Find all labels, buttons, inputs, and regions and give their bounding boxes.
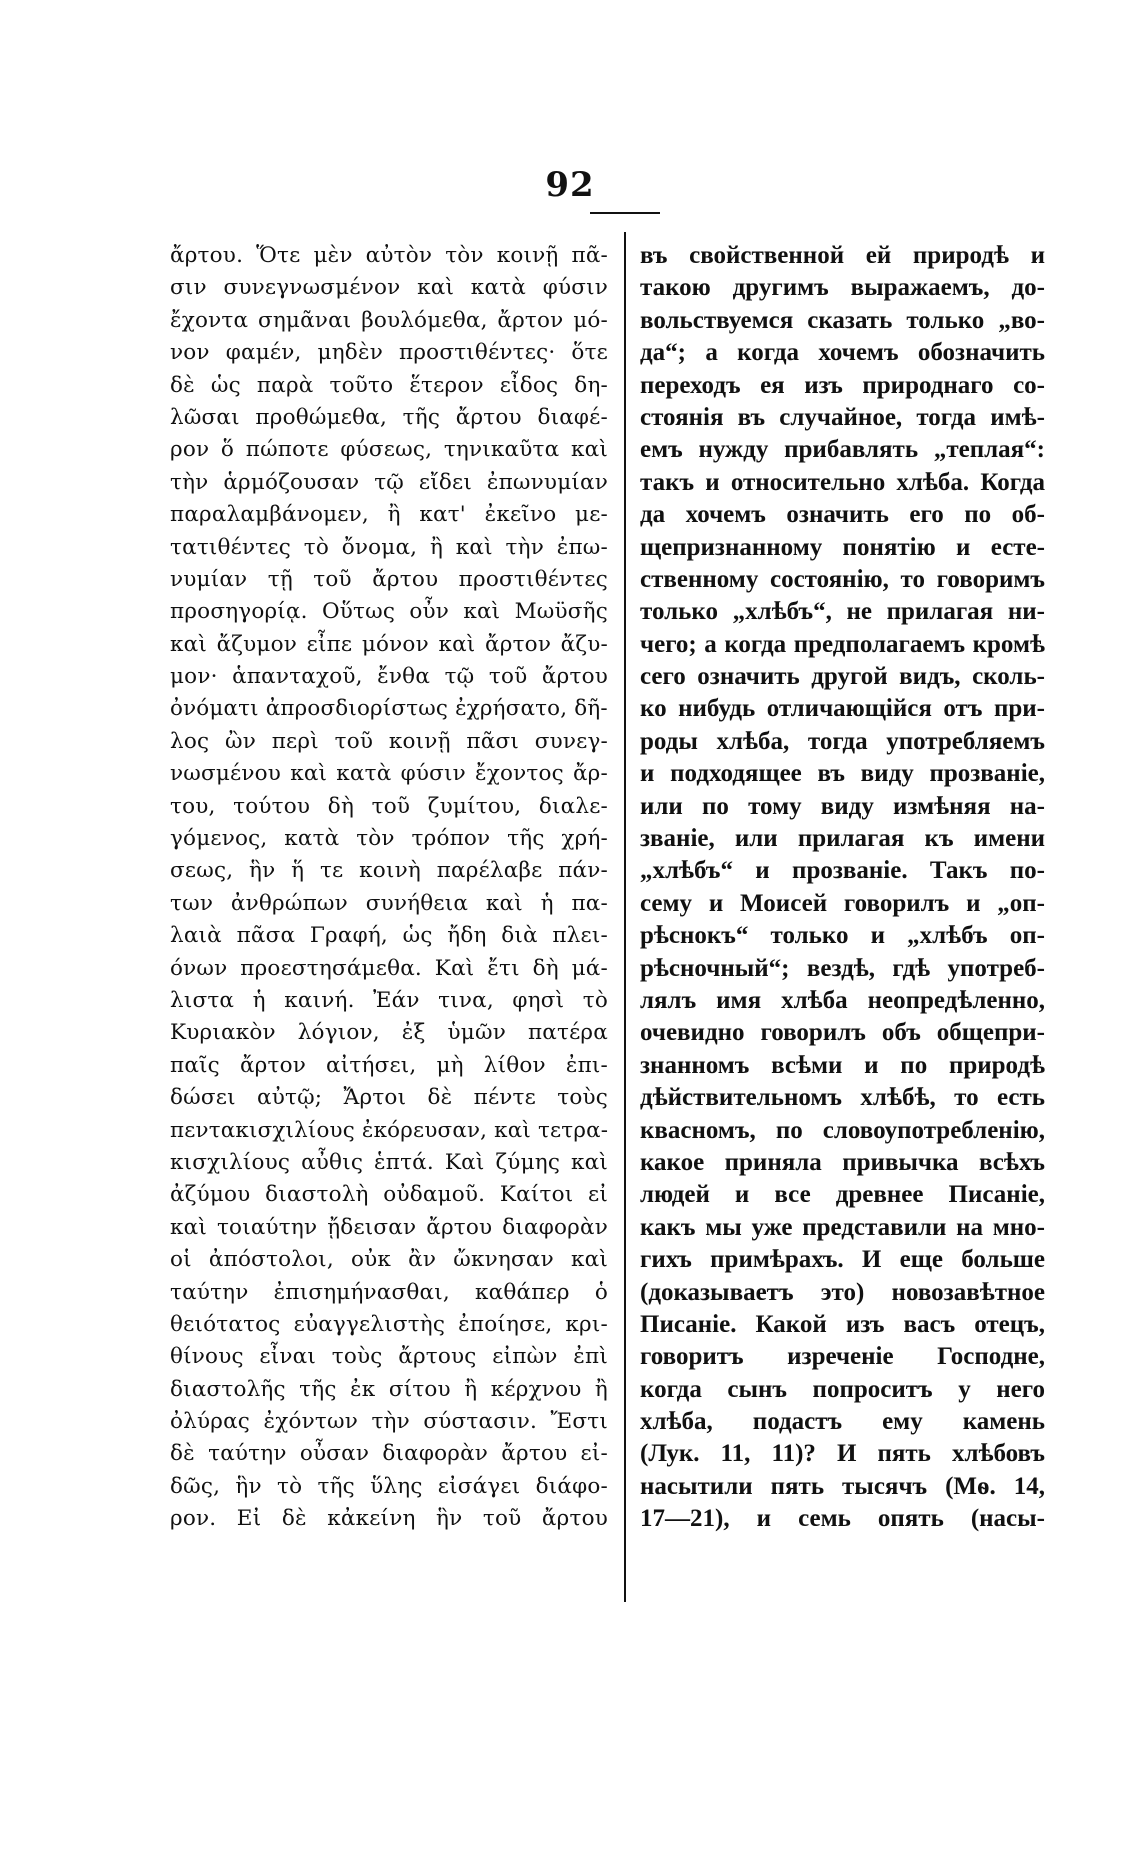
greek-text-line: προσηγορίᾳ. Οὕτως οὖν καὶ Μωϋσῆς bbox=[170, 599, 608, 625]
russian-text-line: да хочемъ означить его по об- bbox=[640, 501, 1045, 529]
russian-text-line: рѣснокъ“ только и „хлѣбъ оп- bbox=[640, 922, 1045, 950]
greek-text-line: σεως, ἣν ἥ τε κοινὴ παρέλαβε πάν- bbox=[170, 858, 608, 884]
greek-text-line: παραλαμβάνομεν, ἢ κατ' ἐκεῖνο με- bbox=[170, 502, 608, 528]
greek-text-line: θειότατος εὐαγγελιστὴς ἐποίησε, κρι- bbox=[170, 1311, 608, 1337]
russian-text-line: такою другимъ выражаемъ, до- bbox=[640, 274, 1045, 302]
russian-text-line: вольствуемся сказать только „во- bbox=[640, 306, 1045, 334]
russian-text-line: только „хлѣбъ“, не прилагая ни- bbox=[640, 598, 1045, 626]
russian-text-line: и подходящее въ виду прозваніе, bbox=[640, 760, 1045, 788]
greek-text-line: σιν συνεγνωσμένον καὶ κατὰ φύσιν bbox=[170, 275, 608, 301]
russian-text-line: сему и Моисей говорилъ и „оп- bbox=[640, 889, 1045, 917]
greek-text-line: καὶ ἄζυμον εἶπε μόνον καὶ ἄρτον ἄζυ- bbox=[170, 631, 608, 657]
russian-text-line: лялъ имя хлѣба неопредѣленно, bbox=[640, 986, 1045, 1014]
russian-text-line: переходъ ея изъ природнаго со- bbox=[640, 371, 1045, 399]
greek-text-line: όνων προεστησάμεθα. Καὶ ἔτι δὴ μά- bbox=[170, 955, 608, 981]
greek-text-line: δὲ ὡς παρὰ τοῦτο ἕτερον εἶδος δη- bbox=[170, 372, 608, 398]
russian-text-line: (доказываетъ это) новозавѣтное bbox=[640, 1278, 1045, 1306]
greek-text-line: παῖς ἄρτον αἰτήσει, μὴ λίθον ἐπι- bbox=[170, 1052, 608, 1078]
russian-text-line: какое приняла привычка всѣхъ bbox=[640, 1148, 1045, 1176]
russian-text-line: или по тому виду измѣняя на- bbox=[640, 792, 1045, 820]
greek-text-line: ρον. Εἰ δὲ κἀκείνη ἣν τοῦ ἄρτου bbox=[170, 1506, 608, 1532]
russian-text-line: рѣсночный“; вездѣ, гдѣ употреб- bbox=[640, 954, 1045, 982]
greek-text-line: ἔχοντα σημᾶναι βουλόμεθα, ἄρτον μό- bbox=[170, 307, 608, 333]
russian-text-line: званіе, или прилагая къ имени bbox=[640, 825, 1045, 853]
russian-text-line: сего означить другой видъ, сколь- bbox=[640, 663, 1045, 691]
russian-text-line: хлѣба, подастъ ему камень bbox=[640, 1408, 1045, 1436]
greek-text-line: ὀλύρας ἐχόντων τὴν σύστασιν. Ἔστι bbox=[170, 1409, 608, 1435]
russian-text-line: такъ и относительно хлѣба. Когда bbox=[640, 468, 1045, 496]
russian-text-line: Писаніе. Какой изъ васъ отецъ, bbox=[640, 1310, 1045, 1338]
russian-text-line: „хлѣбъ“ и прозваніе. Такъ по- bbox=[640, 857, 1045, 885]
greek-text-line: οἱ ἀπόστολοι, οὐκ ἂν ὤκνησαν καὶ bbox=[170, 1247, 608, 1273]
greek-text-line: θίνους εἶναι τοὺς ἄρτους εἰπὼν ἐπὶ bbox=[170, 1344, 608, 1370]
russian-text-line: людей и все древнее Писаніе, bbox=[640, 1181, 1045, 1209]
russian-text-line: роды хлѣба, тогда употребляемъ bbox=[640, 727, 1045, 755]
greek-text-line: διαστολῆς τῆς ἐκ σίτου ἢ κέρχνου ἢ bbox=[170, 1376, 608, 1402]
russian-text-line: ко нибудь отличающійся отъ при- bbox=[640, 695, 1045, 723]
greek-text-line: ἄρτου. Ὅτε μὲν αὐτὸν τὸν κοινῇ πᾶ- bbox=[170, 243, 608, 268]
greek-text-line: των ἀνθρώπων συνήθεια καὶ ἡ πα- bbox=[170, 890, 608, 916]
greek-text-line: ὀνόματι ἀπροσδιορίστως ἐχρήσατο, δῆ- bbox=[170, 696, 608, 722]
russian-text-line: щепризнанному понятію и есте- bbox=[640, 533, 1045, 561]
greek-text-line: πεντακισχιλίους ἐκόρευσαν, καὶ τετρα- bbox=[170, 1117, 609, 1143]
greek-text-line: ταύτην ἐπισημήνασθαι, καθάπερ ὁ bbox=[170, 1279, 608, 1305]
russian-text-line: знанномъ всѣми и по природѣ bbox=[640, 1051, 1045, 1079]
russian-text-line: емъ нужду прибавлять „теплая“: bbox=[640, 436, 1045, 464]
russian-text-line: дѣйствительномъ хлѣбѣ, то есть bbox=[640, 1084, 1045, 1112]
greek-text-line: νον φαμέν, μηδὲν προστιθέντες· ὅτε bbox=[170, 340, 608, 366]
greek-text-line: ρον ὅ πώποτε φύσεως, τηνικαῦτα καὶ bbox=[170, 437, 608, 463]
page-number-underline bbox=[590, 212, 660, 214]
greek-text-line: δώσει αὐτῷ; Ἄρτοι δὲ πέντε τοὺς bbox=[170, 1085, 608, 1111]
russian-text-line: да“; а когда хочемъ обозначить bbox=[640, 339, 1045, 367]
greek-text-line: νωσμένου καὶ κατὰ φύσιν ἔχοντος ἄρ- bbox=[170, 761, 608, 787]
greek-text-line: γόμενος, κατὰ τὸν τρόπον τῆς χρή- bbox=[170, 826, 608, 852]
greek-text-line: νυμίαν τῇ τοῦ ἄρτου προστιθέντες bbox=[170, 566, 608, 592]
russian-text-column bbox=[640, 240, 1045, 1536]
greek-text-line: τατιθέντες τὸ ὄνομα, ἢ καὶ τὴν ἐπω- bbox=[170, 534, 608, 560]
greek-text-line: του, τούτου δὴ τοῦ ζυμίτου, διαλε- bbox=[170, 793, 608, 819]
greek-text-line: λιστα ἡ καινή. Ἐάν τινα, φησὶ τὸ bbox=[170, 987, 608, 1013]
column-divider bbox=[624, 232, 626, 1602]
russian-text-line: чего; а когда предполагаемъ кромѣ bbox=[640, 630, 1045, 658]
russian-text-line: квасномъ, по словоупотребленію, bbox=[640, 1116, 1045, 1144]
greek-text-line: Κυριακὸν λόγιον, ἐξ ὑμῶν πατέρα bbox=[170, 1020, 608, 1046]
page-number: 92 bbox=[545, 165, 595, 205]
greek-text-line: λος ὢν περὶ τοῦ κοινῇ πᾶσι συνεγ- bbox=[170, 728, 608, 754]
greek-text-column bbox=[170, 240, 608, 1536]
greek-text-line: κισχιλίους αὖθις ἑπτά. Καὶ ζύμης καὶ bbox=[170, 1149, 608, 1175]
greek-text-line: τὴν ἁρμόζουσαν τῷ εἴδει ἐπωνυμίαν bbox=[170, 469, 608, 495]
greek-text-line: μον· ἁπανταχοῦ, ἔνθα τῷ τοῦ ἄρτου bbox=[170, 664, 608, 690]
greek-text-line: λαιὰ πᾶσα Γραφή, ὡς ἤδη διὰ πλει- bbox=[170, 923, 608, 949]
russian-text-line: ственному состоянію, то говоримъ bbox=[640, 565, 1045, 593]
russian-text-line: (Лук. 11, 11)? И пять хлѣбовъ bbox=[640, 1440, 1045, 1468]
russian-text-line: когда сынъ попроситъ у него bbox=[640, 1375, 1045, 1403]
greek-text-line: λῶσαι προθώμεθα, τῆς ἄρτου διαφέ- bbox=[170, 404, 608, 430]
russian-text-line: 17—21), и семь опять (насы- bbox=[640, 1505, 1045, 1533]
russian-text-line: гихъ примѣрахъ. И еще больше bbox=[640, 1246, 1045, 1274]
russian-text-line: какъ мы уже представили на мно- bbox=[640, 1213, 1045, 1241]
greek-text-line: καὶ τοιαύτην ᾔδεισαν ἄρτου διαφορὰν bbox=[170, 1214, 608, 1240]
russian-text-line: говоритъ изреченіе Господне, bbox=[640, 1343, 1045, 1371]
russian-text-line: очевидно говорилъ объ общепри- bbox=[640, 1019, 1045, 1047]
greek-text-line: ἀζύμου διαστολὴ οὐδαμοῦ. Καίτοι εἰ bbox=[170, 1182, 608, 1208]
greek-text-line: δὲ ταύτην οὖσαν διαφορὰν ἄρτου εἰ- bbox=[170, 1441, 608, 1467]
russian-text-line: насытили пять тысячъ (Мѳ. 14, bbox=[640, 1472, 1045, 1500]
russian-text-line: стоянія въ случайное, тогда имѣ- bbox=[640, 403, 1045, 431]
greek-text-line: δῶς, ἣν τὸ τῆς ὕλης εἰσάγει διάφο- bbox=[170, 1473, 608, 1499]
russian-text-line: въ свойственной ей природѣ и bbox=[640, 242, 1045, 269]
